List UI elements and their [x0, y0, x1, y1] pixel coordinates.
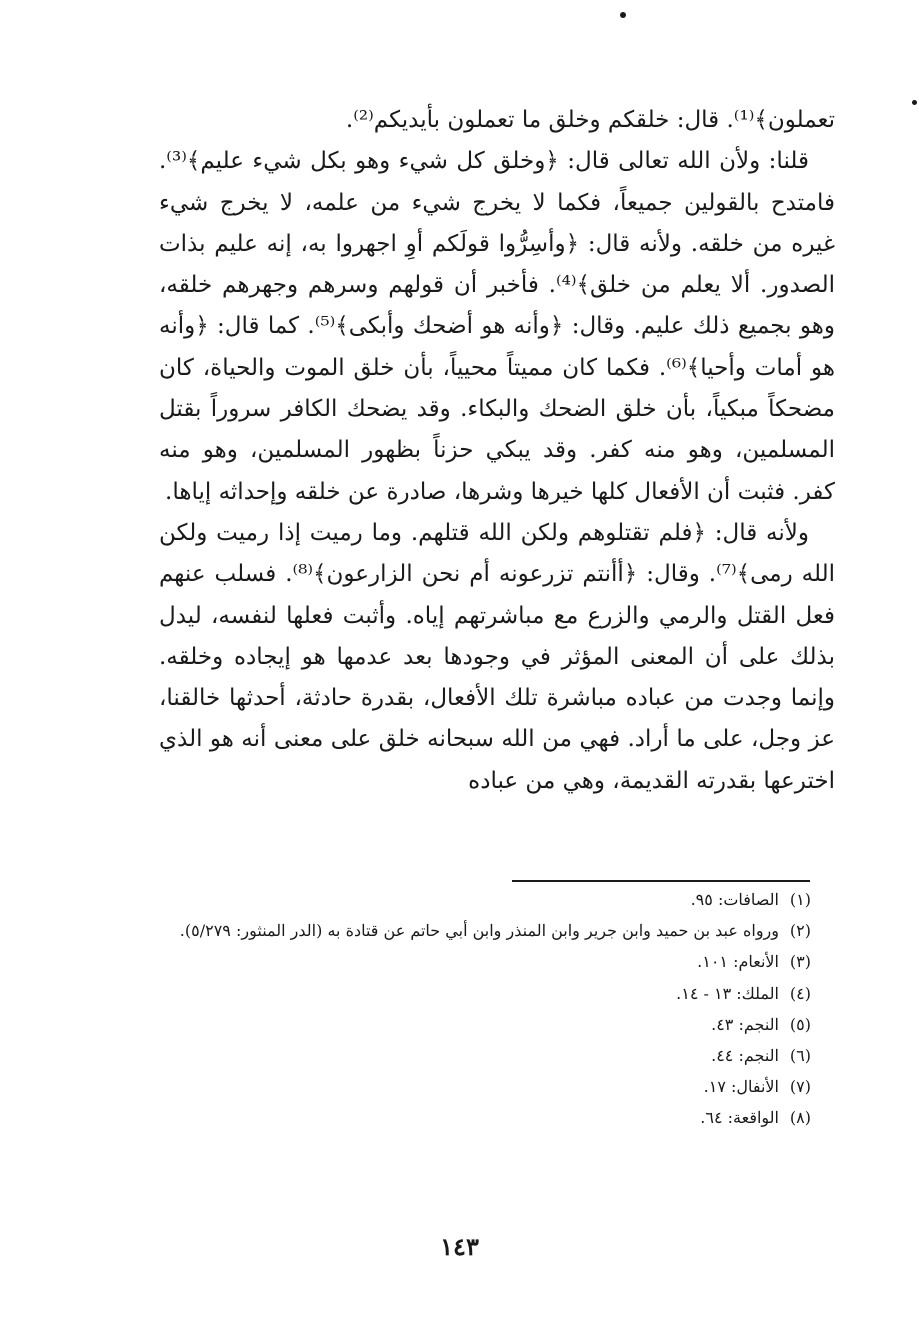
- footnote-text: الأنعام: ١٠١.: [697, 952, 779, 972]
- footnotes: [131, 884, 811, 1134]
- footnote-text: الملك: ١٣ - ١٤.: [676, 983, 779, 1003]
- footnote-item: [131, 915, 811, 946]
- footnote-text: الصافات: ٩٥.: [690, 890, 779, 909]
- paragraph: ولأنه قال: ﴿فلم تقتلوهم ولكن الله قتلهم. وما رميت إذا رميت ولكن الله رمى﴾⁽⁷⁾. وقال: ﴿أأنتم تزرعونه أم نحن الزارعون﴾⁽⁸⁾. فسلب عنهم فعل القتل والرمي والزرع مع مباشرتهم إياه. وأثبت فعلها لنفسه، ليدل بذلك على أن المعنى المؤثر في وجودها بعد عدمها هو إيجاده وخلقه. وإنما وجدت من عباده مباشرة تلك الأفعال، بقدرة حادثة، أحدثها خالقنا، عز وجل، على ما أراد. فهي من الله سبحانه خلق على معنى أنه هو الذي اخترعها بقدرته القديمة، وهي من عباده: [159, 519, 835, 794]
- paragraph-continuation: تعملون﴾⁽¹⁾. قال: خلقكم وخلق ما تعملون بأيديكم⁽²⁾.: [345, 107, 835, 133]
- footnote-number: (٦): [789, 1046, 811, 1066]
- footnote-separator: [512, 880, 810, 882]
- footnote-number: (٤): [789, 983, 811, 1003]
- footnote-item: [131, 1009, 811, 1040]
- footnote-text: الواقعة: ٦٤.: [700, 1108, 779, 1128]
- footnote-item: [131, 1040, 811, 1071]
- footnote-text: النجم: ٤٣.: [711, 1014, 779, 1034]
- footnote-item: [131, 1102, 811, 1133]
- footnote-item: [131, 1071, 811, 1102]
- footnote-text: الأنفال: ١٧.: [703, 1077, 779, 1097]
- footnote-number: (٧): [789, 1077, 811, 1097]
- footnote-number: (٥): [789, 1014, 811, 1034]
- footnote-text: النجم: ٤٤.: [711, 1046, 779, 1066]
- main-text-block: [159, 100, 835, 802]
- footnote-number: (١): [789, 890, 811, 909]
- footnote-item: [131, 946, 811, 977]
- page-number: ١٤٣: [440, 1232, 479, 1261]
- footnote-text: ورواه عبد بن حميد وابن جرير وابن المنذر وابن أبي حاتم عن قتادة به (الدر المنثور: ٥/٢٧٩).: [179, 921, 779, 941]
- footnote-item: [131, 978, 811, 1009]
- footnote-number: (٨): [789, 1108, 811, 1128]
- footnote-item: [131, 884, 811, 915]
- edge-mark: [912, 100, 917, 105]
- footnote-number: (٣): [789, 952, 811, 972]
- paragraph: قلنا: ولأن الله تعالى قال: ﴿وخلق كل شيء وهو بكل شيء عليم﴾⁽³⁾. فامتدح بالقولين جميعاً، فكما لا يخرج شيء من علمه، لا يخرج شيء غيره من خلقه. ولأنه قال: ﴿وأسِرُّوا قولَكم أوِ اجهروا به، إنه عليم بذات الصدور. ألا يعلم من خلق﴾⁽⁴⁾. فأخبر أن قولهم وسرهم وجهرهم خلقه، وهو بجميع ذلك عليم. وقال: ﴿وأنه هو أضحك وأبكى﴾⁽⁵⁾. كما قال: ﴿وأنه هو أمات وأحيا﴾⁽⁶⁾. فكما كان مميتاً محيياً، بأن خلق الموت والحياة، كان مضحكاً مبكياً، بأن خلق الضحك والبكاء. وقد يضحك الكافر سروراً بقتل المسلمين، وهو منه كفر. وقد يبكي حزناً بظهور المسلمين، وهو منه كفر. فثبت أن الأفعال كلها خيرها وشرها، صادرة عن خلقه وإحداثه إياها.: [159, 148, 835, 505]
- ink-dot-mark: [620, 12, 626, 18]
- footnote-number: (٢): [789, 921, 811, 941]
